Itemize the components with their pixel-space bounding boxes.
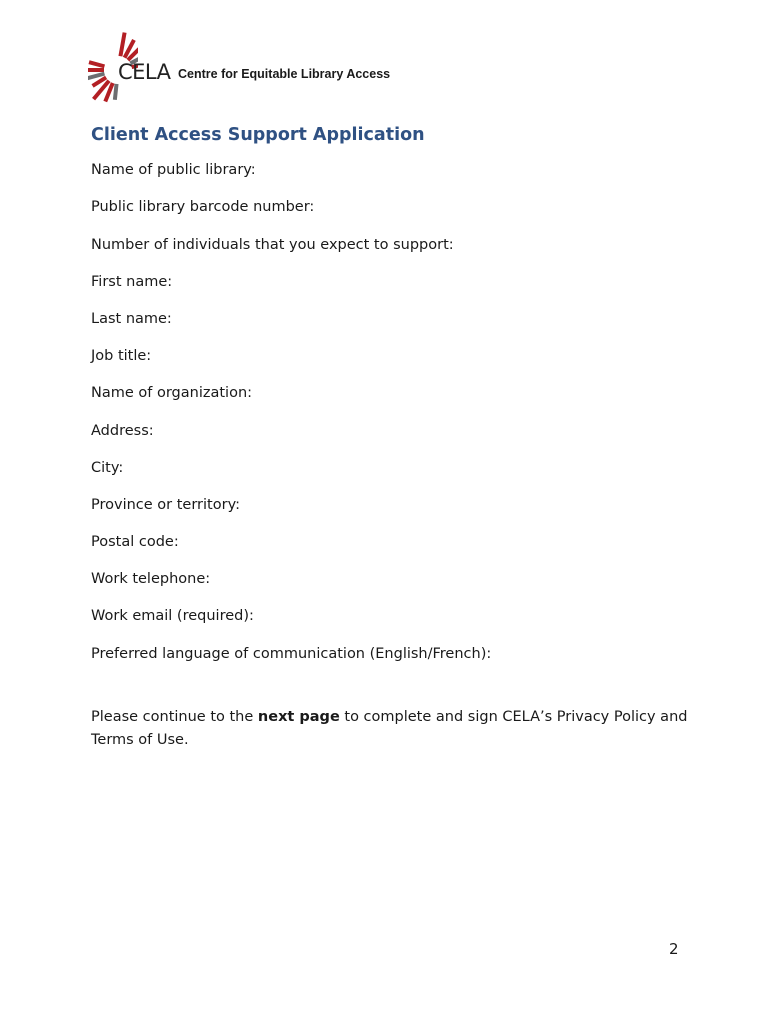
field-label: First name: xyxy=(91,274,173,290)
note-text-end: to complete and sign CELA’s Privacy Policy and Terms of Use. xyxy=(91,709,688,748)
continue-note xyxy=(91,706,691,751)
field-label: Name of organization: xyxy=(91,385,253,401)
organization-name: Centre for Equitable Library Access xyxy=(178,67,391,81)
field-label: Name of public library: xyxy=(91,162,256,178)
logo-ray xyxy=(120,33,124,57)
field-label: Last name: xyxy=(91,311,172,327)
page-number: 2 xyxy=(669,940,679,958)
field-label: Address: xyxy=(91,423,154,439)
field-label: City: xyxy=(91,460,124,476)
logo-ray xyxy=(89,62,104,66)
logo-ray xyxy=(115,84,117,100)
field-label: Work telephone: xyxy=(91,571,211,587)
field-label: Postal code: xyxy=(91,534,179,550)
field-label: Number of individuals that you expect to support: xyxy=(91,237,454,253)
header xyxy=(88,28,508,112)
logo-wordmark: CELA xyxy=(118,60,171,84)
page-title: Client Access Support Application xyxy=(91,125,425,145)
note-text-start: Please continue to the xyxy=(91,709,258,725)
field-label: Job title: xyxy=(91,348,152,364)
field-label: Work email (required): xyxy=(91,608,254,624)
field-label: Preferred language of communication (English/French): xyxy=(91,646,492,662)
field-label: Province or territory: xyxy=(91,497,240,513)
field-label: Public library barcode number: xyxy=(91,199,315,215)
note-emphasis: next page xyxy=(257,709,340,725)
